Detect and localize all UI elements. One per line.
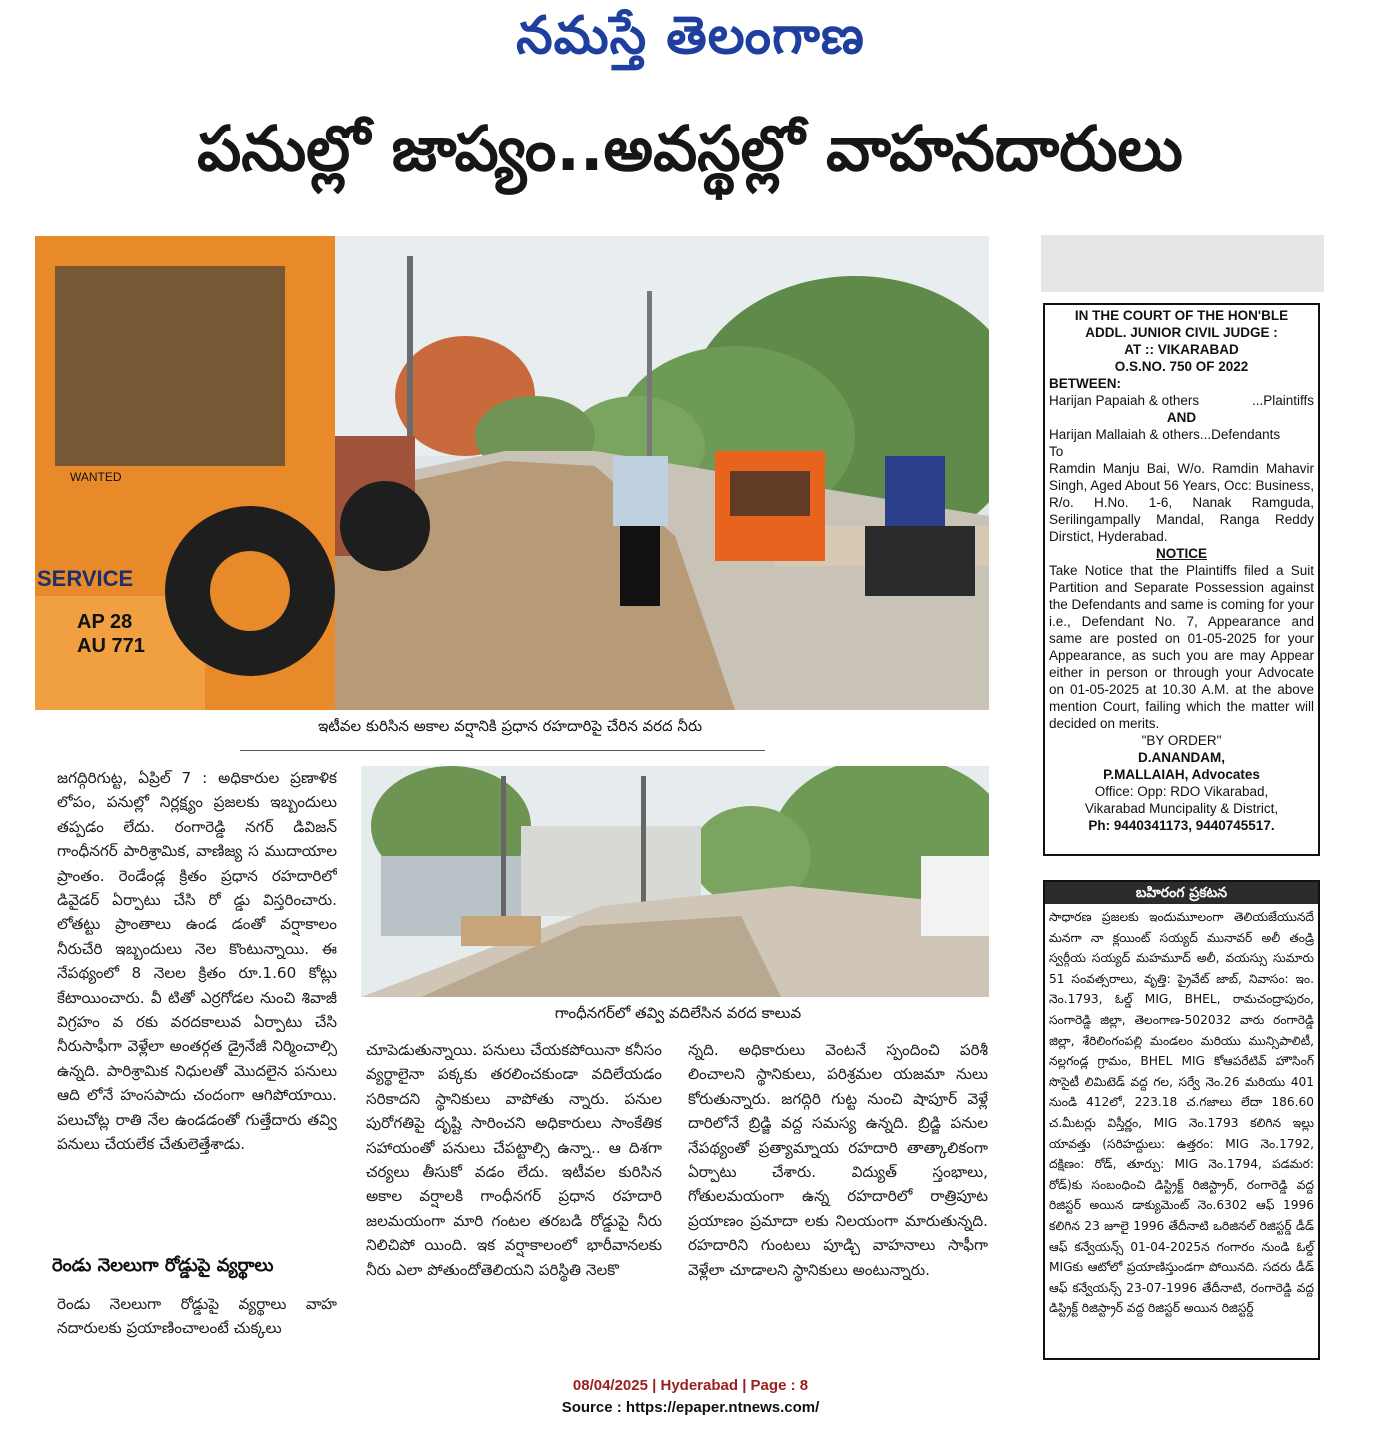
article-subhead: రెండు నెలలుగా రోడ్డుపై వ్యర్థాలు xyxy=(52,1255,274,1276)
addressee-text: Ramdin Manju Bai, W/o. Ramdin Mahavir Singh, Aged About 56 Years, Occ: Business, R/o. H.No. 1-6, Nanak Ramguda, Serilingampally Mandal, Ranga Reddy Dirstict, Hyderabad. xyxy=(1049,461,1314,544)
office-line-1: Office: Opp: RDO Vikarabad, xyxy=(1094,784,1269,799)
public-notice xyxy=(1043,880,1320,1360)
advocate-1: D.ANANDAM, xyxy=(1138,750,1225,765)
plate-line2: AU 771 xyxy=(77,635,145,657)
article-column-1b xyxy=(57,1292,337,1342)
drain-illustration xyxy=(361,766,989,997)
plaintiff-name: Harijan Papaiah & others xyxy=(1049,393,1200,408)
flooded-road-illustration xyxy=(35,236,989,710)
wanted-sign: WANTED xyxy=(70,470,122,484)
article-column-3-text: న్నది. అధికారులు వెంటనే స్పందించి పరిశీ లించాలని స్థానికులు, పరిశ్రమల యజమా నులు కోరుతున్నారు. జగద్గిరి గుట్ట నుంచి షాపూర్ వెళ్లే దారిలోనే బ్రిడ్జి వద్ద సమస్య ఉన్నది. బ్రిడ్జి పనుల నేపథ్యంతో ప్రత్యామ్నాయ రహదారి తాత్కాలికంగా ఏర్పాటు చేశారు. విద్యుత్ స్తంభాలు, గోతులమయంగా ఉన్న రహదారిలో రాత్రిపూట ప్రయాణం ప్రమాదా లకు నిలయంగా మారుతున్నది. రహదారిని గుంటలు పూడ్చి వాహనాలు సాఫీగా వెళ్లేలా చూడాలని స్థానికులు అంటున్నారు. xyxy=(688,1041,988,1279)
public-notice-title: బహిరంగ ప్రకటన xyxy=(1045,882,1318,904)
ad-placeholder xyxy=(1041,235,1324,292)
photo1-caption: ఇటీవల కురిసిన అకాల వర్షానికి ప్రధాన రహదారిపై చేరిన వరద నీరు xyxy=(317,717,703,735)
article-column-2-text: చూపెడుతున్నాయి. పనులు చేయకపోయినా కనీసం వ్యర్థాలైనా పక్కకు తరలించకుండా వదిలేయడం సరికాదని స్థానికులు వాపోతు న్నారు. పనుల పురోగతిపై దృష్టి సారించని అధికారులు సాంకేతిక సహాయంతో పనులు చేపట్టాల్సి ఉన్నా.. ఆ దిశగా చర్యలు తీసుకో వడం లేదు. ఇటీవల కురిసిన అకాల వర్షాలకి గాంధీనగర్ ప్రధాన రహదారి జలమయంగా మారి గంటల తరబడి రోడ్డుపై నీరు నిలిచిపో యింది. ఇక వర్షాకాలంలో భారీవానలకు నీరు ఎలా పోతుందోతెలియని పరిస్థితి నెలకొ xyxy=(366,1041,662,1279)
by-order: "BY ORDER" xyxy=(1141,733,1222,748)
defendant-line: Harijan Mallaiah & others...Defendants xyxy=(1049,427,1281,442)
article-headline: పనుల్లో జాప్యం..అవస్థల్లో వాహనదారులు xyxy=(197,112,1183,185)
plaintiff-role: ...Plaintiffs xyxy=(1251,393,1314,408)
court-line-3: AT :: VIKARABAD xyxy=(1124,342,1239,357)
court-line-2: ADDL. JUNIOR CIVIL JUDGE : xyxy=(1085,325,1278,340)
photo2-caption: గాంధీనగర్‌లో తవ్వి వదిలేసిన వరద కాలువ xyxy=(554,1004,802,1022)
article-column-1 xyxy=(57,766,337,1252)
plaintiff-row xyxy=(1049,392,1314,409)
photo-drain xyxy=(361,766,989,997)
case-number: O.S.NO. 750 OF 2022 xyxy=(1114,359,1249,374)
office-line-2: Vikarabad Muncipality & District, xyxy=(1084,801,1279,816)
article-column-3 xyxy=(688,1038,988,1348)
newspaper-masthead: నమస్తే తెలంగాణ xyxy=(516,6,865,66)
article-column-1b-text: రెండు నెలలుగా రోడ్డుపై వ్యర్థాలు వాహ నదారులకు ప్రయాణించాలంటే చుక్కలు xyxy=(57,1295,337,1338)
court-notice xyxy=(1043,303,1320,856)
advocate-2: P.MALLAIAH, Advocates xyxy=(1103,767,1260,782)
public-notice-body: సాధారణ ప్రజలకు ఇందుమూలంగా తెలియజేయునదే మనగా నా క్లయింట్ సయ్యద్ మునావర్ అలీ తండ్రి స్వర్గీయ సయ్యద్ మహమూద్ అలీ, వయస్సు సుమారు 51 సంవత్సరాలు, వృత్తి: ప్రైవేట్ జాబ్, నివాసం: ఇం. నెం.1793, ఓల్డ్ MIG, BHEL, రామచంద్రాపురం, సంగారెడ్డి జిల్లా, తెలంగాణ-502032 వారు రంగారెడ్డి జిల్లా, శేరిలింగంపల్లి మండలం మరియు మున్సిపాలిటీ, నల్లగండ్ల గ్రామం, BHEL MIG కోఆపరేటివ్ హౌసింగ్ సొసైటీ లిమిటెడ్ వద్ద గల, సర్వే నెం.26 మరియు 401 నుండి 412లో, 223.18 చ.గజాలు లేదా 186.60 చ.మీటర్లు విస్తీర్ణం, MIG నెం.1793 కలిగిన ఇల్లు యావత్తు (సరిహద్దులు: ఉత్తరం: MIG నెం.1792, దక్షిణం: రోడ్, తూర్పు: MIG నెం.1794, పడమర: రోడ్)కు సంబంధించి డిస్ట్రిక్ట్ రిజిస్ట్రార్, రంగారెడ్డి వద్ద రిజిస్టర్ అయిన డాక్యుమెంట్ నెం.6302 ఆఫ్ 1996 కలిగిన 23 జూలై 1996 తేదీనాటి ఒరిజినల్ రిజిస్టర్డ్ డీడ్ ఆఫ్ కన్వేయన్స్ 01-04-2025న గంగారం నుండి ఓల్డ్ MIGకు ఆటోలో ప్రయాణిస్తుండగా పోయినది. సదరు డీడ్ ఆఫ్ కన్వేయన్స్ 23-07-1996 తేదీనాటి, రంగారెడ్డి వద్ద డిస్ట్రిక్ట్ రిజిస్ట్రార్ వద్ద రిజిస్టర్ అయిన రిజిస్టర్డ్ xyxy=(1049,910,1314,1316)
footer-date-page: 08/04/2025 | Hyderabad | Page : 8 xyxy=(572,1377,809,1394)
to-label: To xyxy=(1049,444,1064,459)
article-column-1-text: జగద్గిరిగుట్ట, ఏప్రిల్ 7 : అధికారుల ప్రణాళిక లోపం, పనుల్లో నిర్లక్ష్యం ప్రజలకు ఇబ్బందులు తప్పడం లేదు. రంగారెడ్డి నగర్ డివిజన్ గాంధీనగర్ పారిశ్రామిక, వాణిజ్య స ముదాయాల ప్రాంతం. రెండేండ్ల క్రితం ప్రధాన రహదారిలో డివైడర్ ఏర్పాటు చేసి రో డ్డు విస్తరించారు. లోతట్టు ప్రాంతాలు ఉండ డంతో వర్షాకాలం నీరుచేరి ఇబ్బందులు నెల కొంటున్నాయి. ఈ నేపథ్యంలో 8 నెలల క్రితం రూ.1.60 కోట్లు కేటాయించారు. వీ టితో ఎర్రగోడల నుంచి శివాజీ విగ్రహం వ రకు వరదకాలువ ఏర్పాటు చేసి నీరుసాఫీగా వెళ్లేలా అంతర్గత డ్రైనేజీ నిర్మించాల్సి ఉన్నది. పారిశ్రామిక నిధులతో మొదలైన పనులు ఆది లోనే హంసపాదు చందంగా ఆగిపోయాయి. పలుచోట్ల రాతి నేల ఉండడంతో గుత్తేదారు తవ్వి పనులు చేయలేక చేతులెత్తేశాడు. xyxy=(57,769,337,1154)
plate-line1: AP 28 xyxy=(77,611,133,633)
and-label: AND xyxy=(1166,410,1197,425)
photo-flooded-road xyxy=(35,236,989,710)
footer-source: Source : https://epaper.ntnews.com/ xyxy=(561,1399,820,1416)
notice-body: Take Notice that the Plaintiffs filed a Suit Partition and Separate Possession against the Defendants and same is coming for your i.e., Defendant No. 7, Appearance and same are posted on 01-05-2025 for your Appearance, as such you are may Appear either in person or through your Advocate on 01-05-2025 at 10.30 A.M. at the above mention Court, failing which the matter will decided on merits. xyxy=(1049,563,1314,731)
service-sign: SERVICE xyxy=(37,566,134,591)
court-line-1: IN THE COURT OF THE HON'BLE xyxy=(1074,308,1289,323)
phone-line: Ph: 9440341173, 9440745517. xyxy=(1088,818,1275,833)
notice-title: NOTICE xyxy=(1155,546,1207,561)
between-label: BETWEEN: xyxy=(1049,376,1121,391)
article-column-2 xyxy=(366,1038,662,1348)
caption-rule xyxy=(240,750,765,751)
